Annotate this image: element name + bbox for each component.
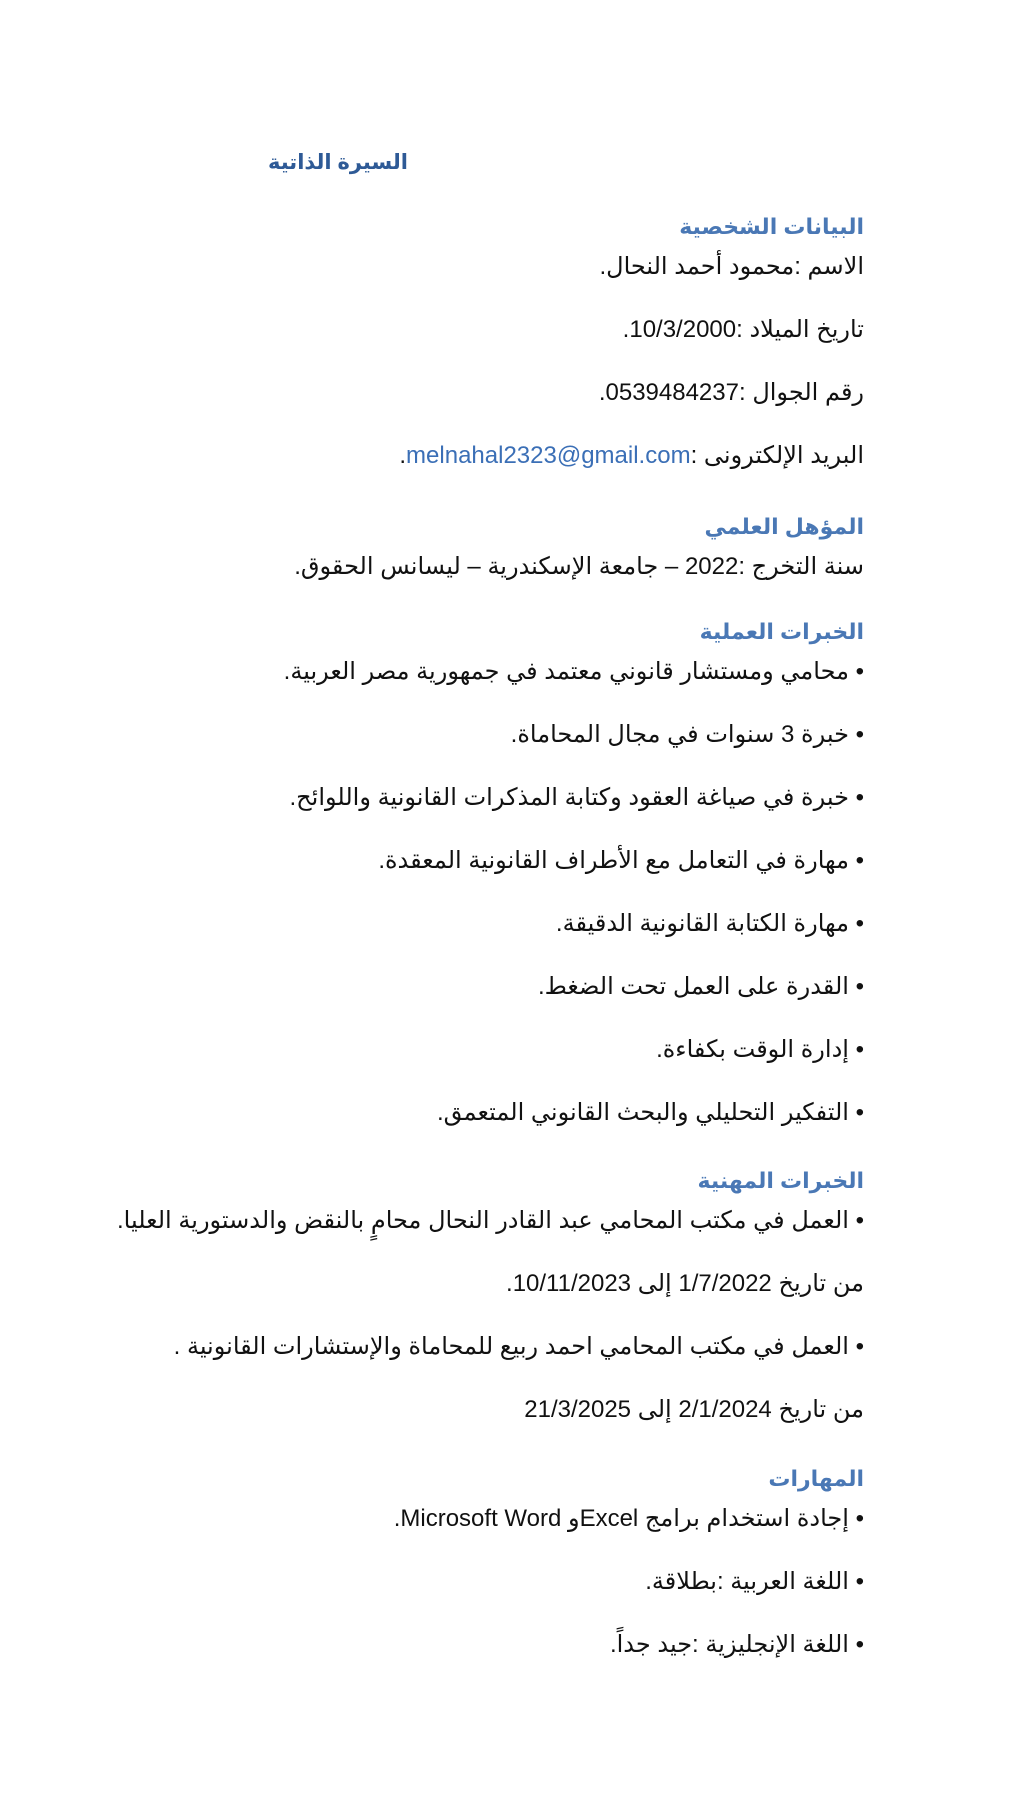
practical-experience-heading: الخبرات العملية: [699, 619, 864, 644]
practical-item: • خبرة 3 سنوات في مجال المحاماة.: [510, 721, 864, 748]
personal-info-heading: البيانات الشخصية: [679, 214, 864, 239]
practical-item: • مهارة في التعامل مع الأطراف القانونية المعقدة.: [378, 847, 864, 874]
professional-item: من تاريخ 2/1/2024 إلى 21/3/2025: [524, 1396, 864, 1423]
email-trailer: .: [399, 442, 407, 469]
skill-item: • اللغة العربية :بطلاقة.: [645, 1568, 864, 1595]
skill-item: • اللغة الإنجليزية :جيد جداً.: [609, 1631, 864, 1658]
birth-date-line: تاريخ الميلاد :10/3/2000.: [622, 316, 864, 343]
professional-item: • العمل في مكتب المحامي عبد القادر النحال محامٍ بالنقض والدستورية العليا.: [117, 1207, 864, 1234]
practical-item: • القدرة على العمل تحت الضغط.: [537, 973, 864, 1000]
professional-item: • العمل في مكتب المحامي احمد ربيع للمحاماة والإستشارات القانونية .: [173, 1333, 864, 1360]
education-heading: المؤهل العلمي: [704, 514, 864, 539]
skills-heading: المهارات: [768, 1466, 864, 1491]
email-line: [399, 441, 864, 471]
name-line: الاسم :محمود أحمد النحال.: [599, 253, 864, 280]
practical-item: • التفكير التحليلي والبحث القانوني المتعمق.: [437, 1099, 864, 1126]
practical-item: • خبرة في صياغة العقود وكتابة المذكرات القانونية واللوائح.: [289, 784, 864, 811]
document-title: السيرة الذاتية: [268, 151, 408, 174]
email-label: البريد الإلكترونى :: [690, 442, 864, 469]
practical-item: • محامي ومستشار قانوني معتمد في جمهورية مصر العربية.: [283, 658, 864, 685]
professional-experience-heading: الخبرات المهنية: [697, 1168, 864, 1193]
education-line: سنة التخرج :2022 – جامعة الإسكندرية – ليسانس الحقوق.: [294, 553, 864, 580]
phone-line: رقم الجوال :0539484237.: [598, 379, 864, 406]
email-link[interactable]: melnahal2323@gmail.com: [406, 442, 691, 469]
professional-item: من تاريخ 1/7/2022 إلى 10/11/2023.: [506, 1270, 864, 1297]
practical-item: • مهارة الكتابة القانونية الدقيقة.: [555, 910, 864, 937]
practical-item: • إدارة الوقت بكفاءة.: [656, 1036, 864, 1063]
skill-item: • إجادة استخدام برامج Excelو Microsoft Word.: [393, 1505, 864, 1532]
